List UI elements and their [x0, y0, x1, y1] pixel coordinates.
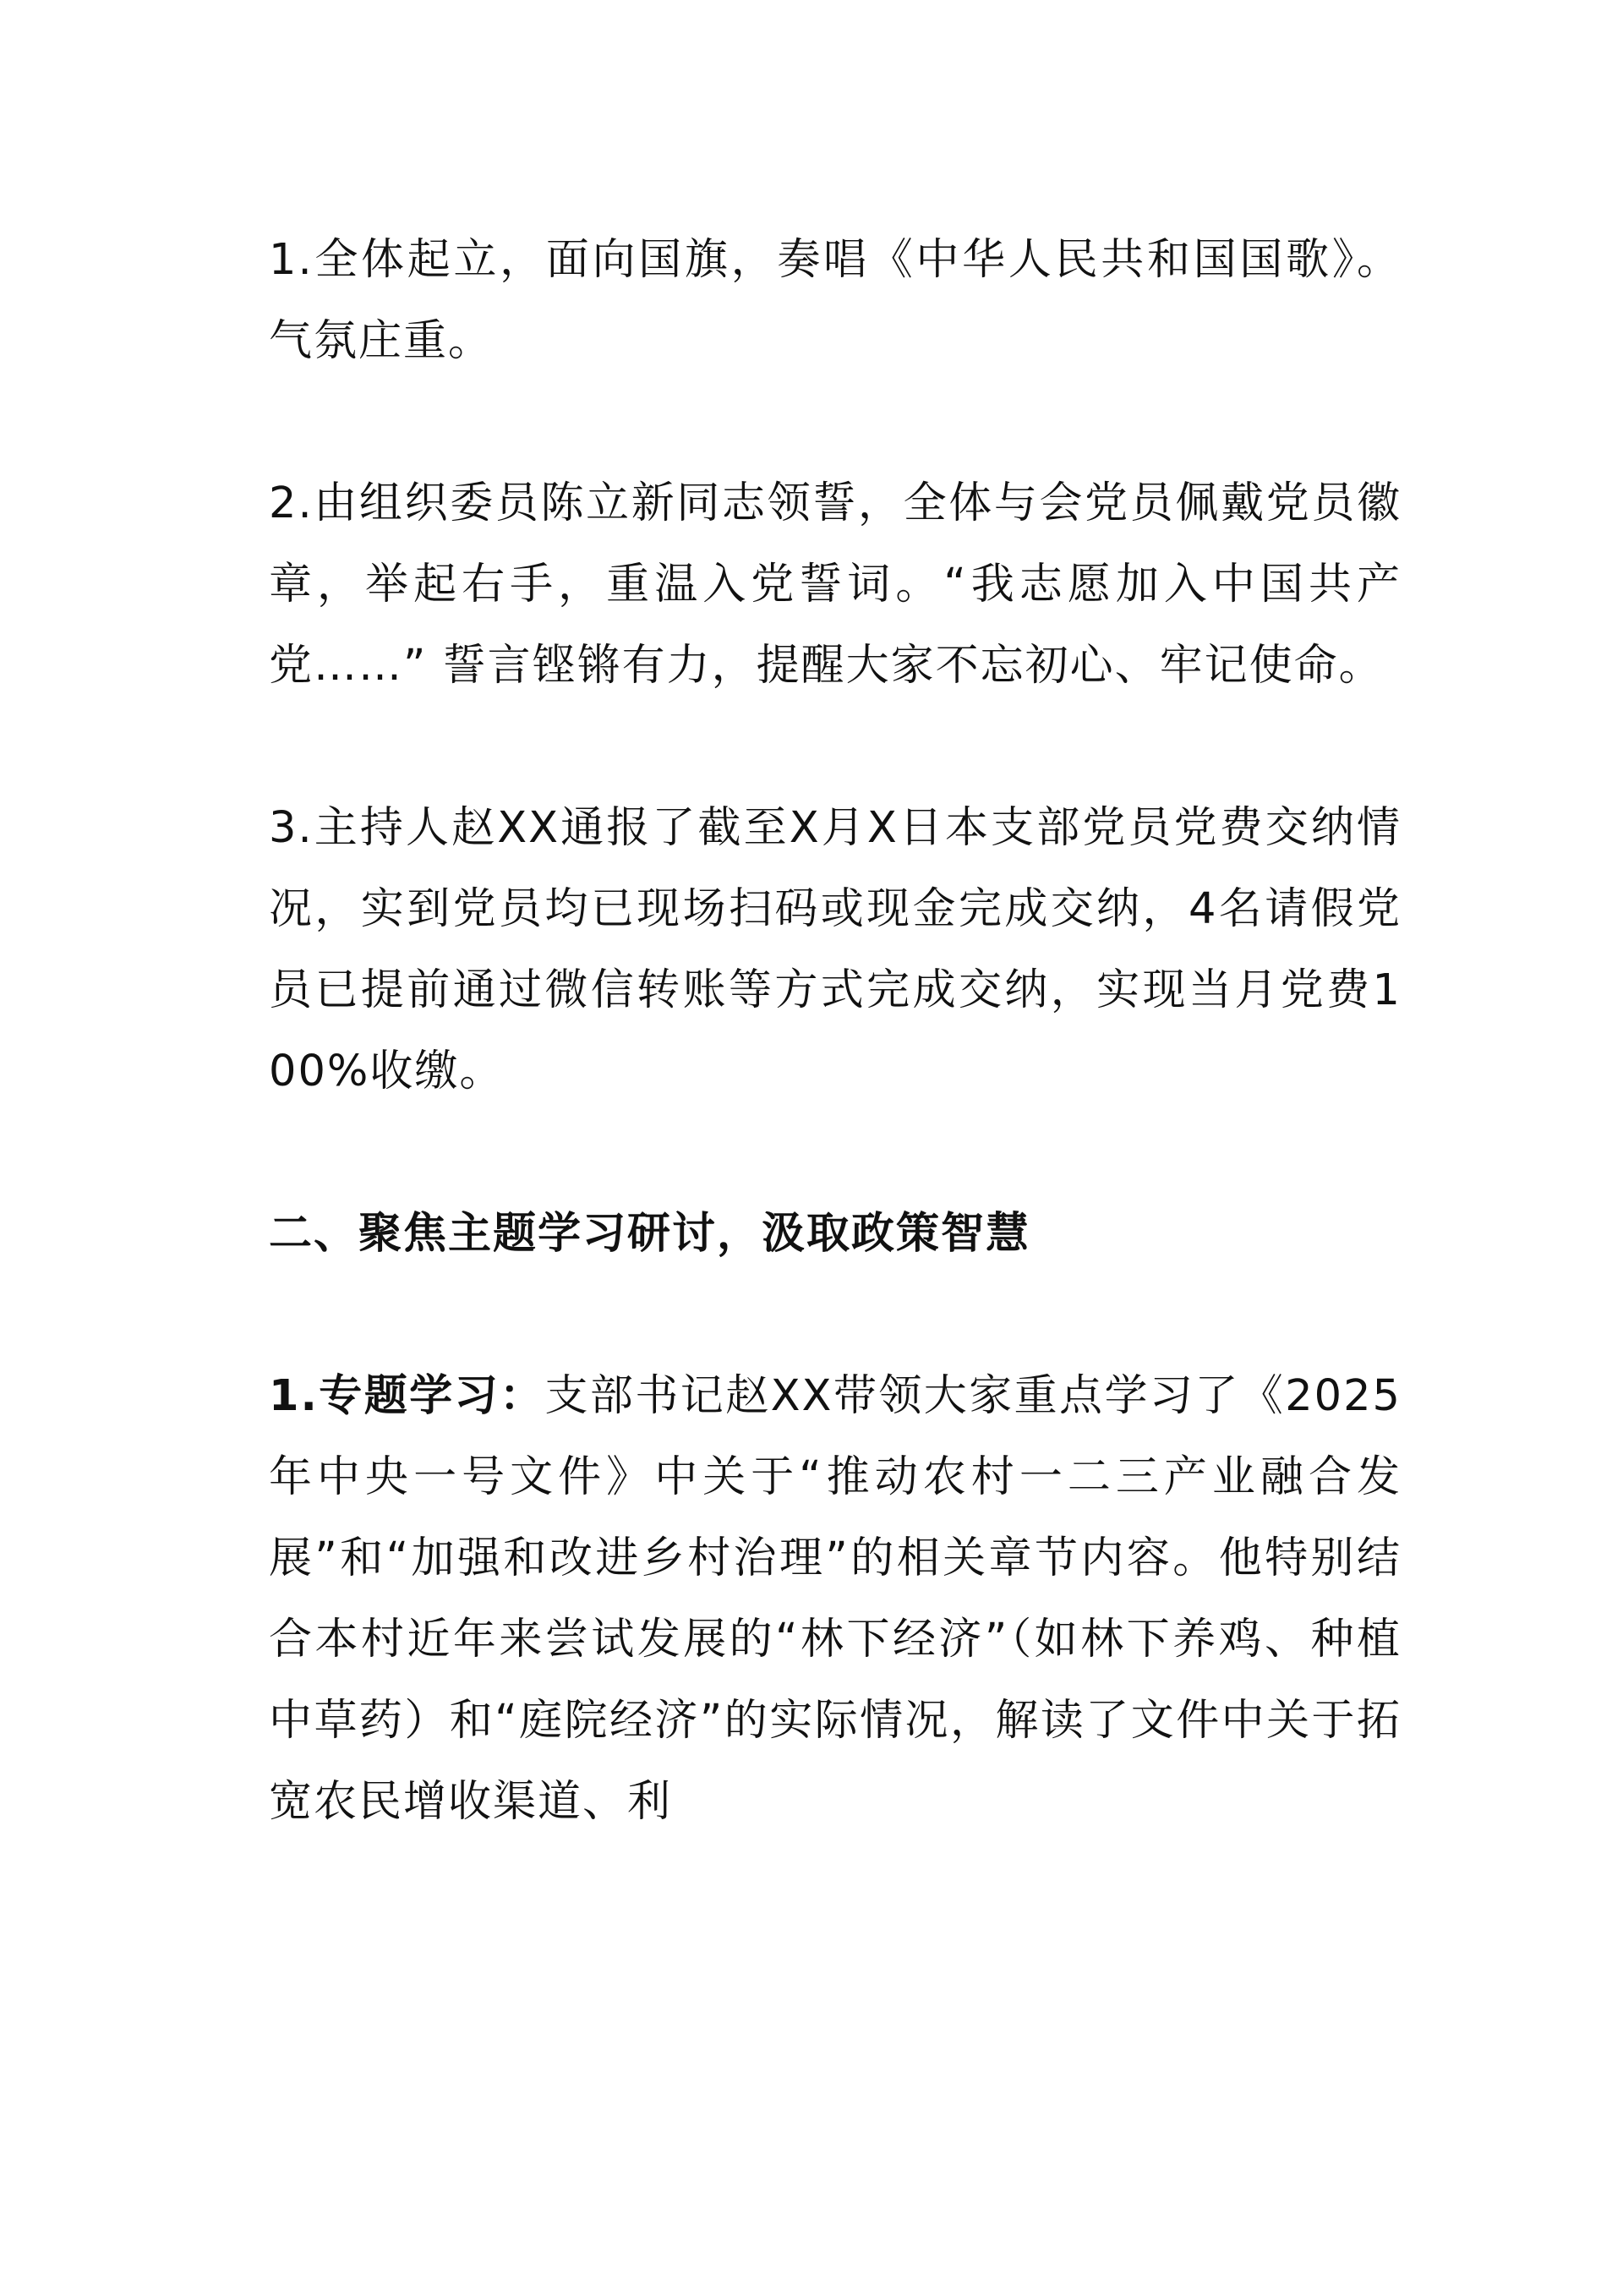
paragraph-lead-label: 1.专题学习：	[269, 1371, 545, 1421]
paragraph-topic-study	[269, 1356, 1402, 1843]
paragraph-party-dues: 3.主持人赵XX通报了截至X月X日本支部党员党费交纳情况，实到党员均已现场扫码或现金完成交纳，4名请假党员已提前通过微信转账等方式完成交纳，实现当月党费100%收缴。	[269, 803, 1402, 1096]
paragraph-oath: 2.由组织委员陈立新同志领誓，全体与会党员佩戴党员徽章，举起右手，重温入党誓词。“我志愿加入中国共产党……” 誓言铿锵有力，提醒大家不忘初心、牢记使命。	[269, 478, 1402, 691]
paragraph-body-text: 支部书记赵XX带领大家重点学习了《2025年中央一号文件》中关于“推动农村一二三产业融合发展”和“加强和改进乡村治理”的相关章节内容。他特别结合本村近年来尝试发展的“林下经济”（如林下养鸡、种植中草药）和“庭院经济”的实际情况，解读了文件中关于拓宽农民增收渠道、利	[269, 1371, 1402, 1827]
document-body	[269, 220, 1402, 1924]
paragraph-anthem: 1.全体起立，面向国旗，奏唱《中华人民共和国国歌》。气氛庄重。	[269, 235, 1402, 366]
section-heading: 二、聚焦主题学习研讨，汲取政策智慧	[269, 1209, 1031, 1259]
